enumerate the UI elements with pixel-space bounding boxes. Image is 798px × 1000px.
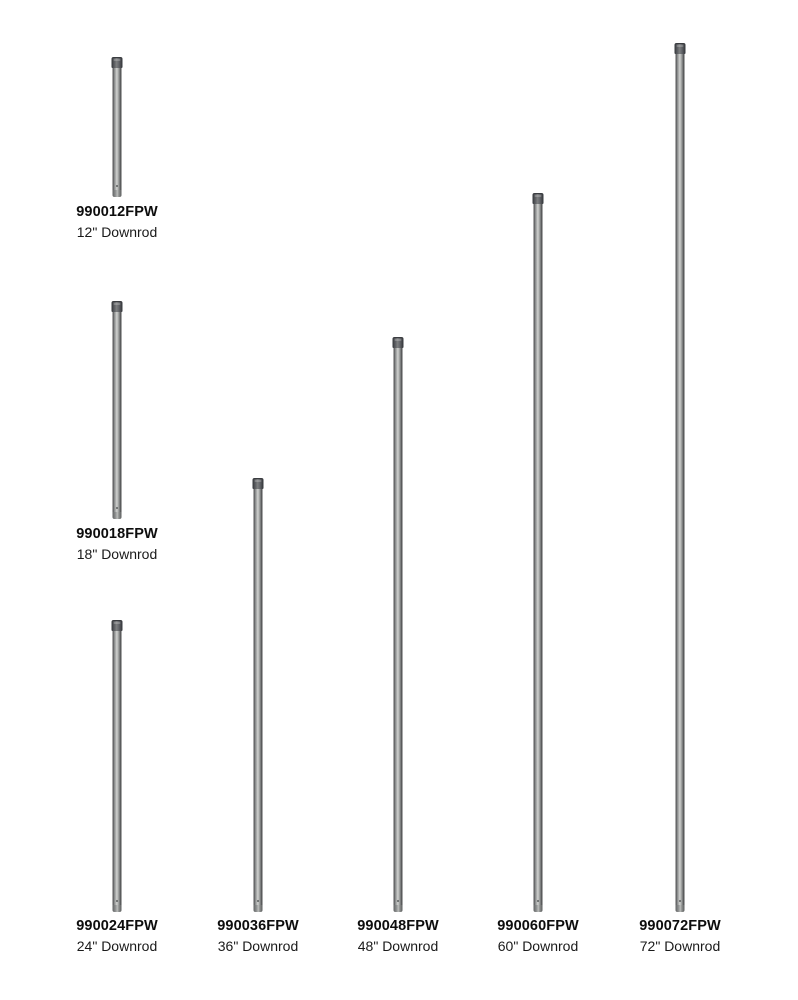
downrod-pin-hole — [679, 900, 681, 902]
downrod-tube — [534, 202, 543, 907]
downrod-sku-label: 990048FPW — [357, 918, 439, 934]
downrod-description-label: 18" Downrod — [76, 546, 158, 562]
downrod-sku-label: 990072FPW — [639, 918, 721, 934]
downrod-top-cap — [675, 43, 686, 54]
downrod-top-cap — [112, 620, 123, 631]
downrod-description-label: 36" Downrod — [217, 938, 299, 954]
downrod-bottom-end — [254, 905, 263, 912]
downrod-bottom-end — [113, 905, 122, 912]
downrod-sku-label: 990060FPW — [497, 918, 579, 934]
downrod-sku-label: 990012FPW — [76, 204, 158, 220]
downrod-sku-label: 990036FPW — [217, 918, 299, 934]
downrod-tube — [676, 52, 685, 907]
downrod-description-label: 60" Downrod — [497, 938, 579, 954]
downrod-graphic — [670, 0, 690, 1000]
downrod-label-group — [590, 916, 770, 956]
downrod-top-cap — [393, 337, 404, 348]
downrod-bottom-end — [534, 905, 543, 912]
downrod-top-cap — [533, 193, 544, 204]
downrod-graphic — [388, 0, 408, 1000]
downrod-pin-hole — [116, 900, 118, 902]
downrod-tube — [254, 487, 263, 907]
downrod-graphic — [107, 0, 127, 1000]
downrod-description-label: 12" Downrod — [76, 224, 158, 240]
downrod-description-label: 24" Downrod — [76, 938, 158, 954]
downrod-sku-label: 990024FPW — [76, 918, 158, 934]
downrod-tube — [394, 346, 403, 907]
downrod-item — [590, 0, 770, 1000]
downrod-top-cap — [253, 478, 264, 489]
downrod-bottom-end — [394, 905, 403, 912]
downrod-graphic — [248, 0, 268, 1000]
downrod-bottom-end — [676, 905, 685, 912]
downrod-graphic — [528, 0, 548, 1000]
downrod-tube — [113, 629, 122, 907]
downrod-pin-hole — [257, 900, 259, 902]
downrod-description-label: 48" Downrod — [357, 938, 439, 954]
downrod-pin-hole — [397, 900, 399, 902]
downrod-sku-label: 990018FPW — [76, 526, 158, 542]
downrod-description-label: 72" Downrod — [639, 938, 721, 954]
downrod-pin-hole — [537, 900, 539, 902]
